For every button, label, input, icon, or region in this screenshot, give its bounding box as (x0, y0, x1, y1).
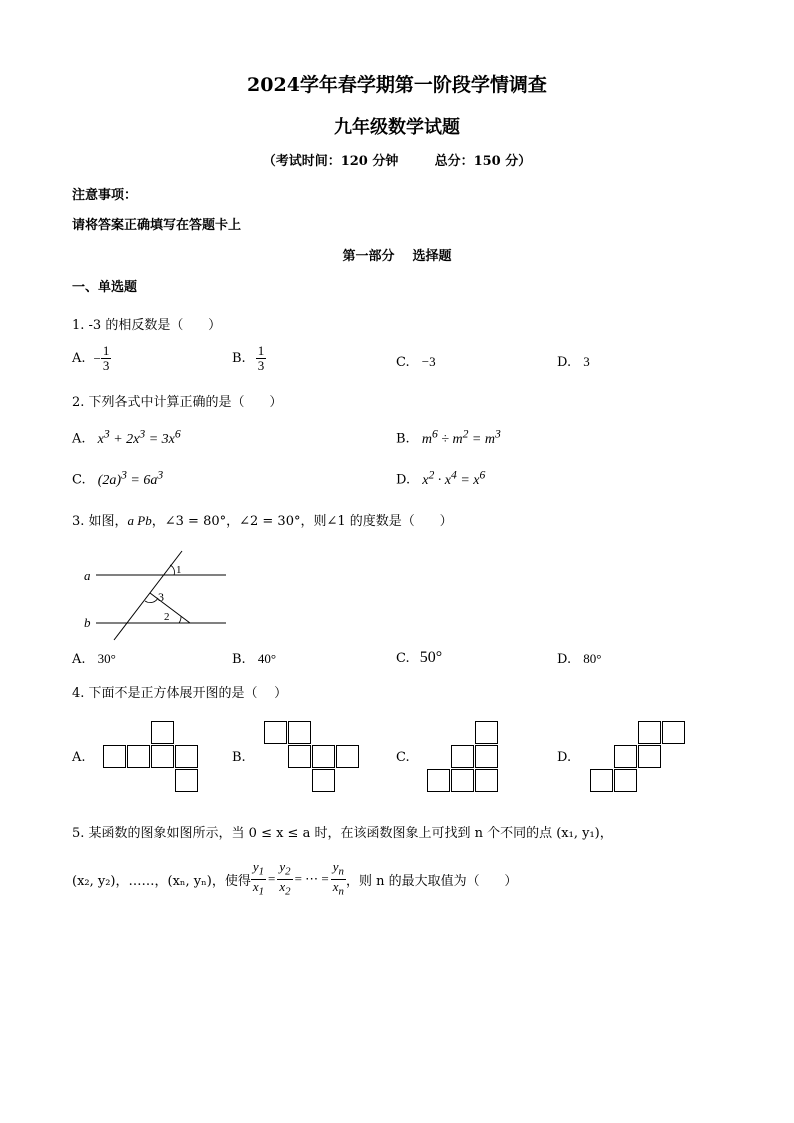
q2-stem: 2. 下列各式中计算正确的是（ ） (72, 395, 283, 410)
net-square (264, 721, 287, 744)
option-label: C. (396, 651, 410, 666)
segment-line (150, 593, 190, 623)
q5-text: ，则 n 的最大取值为（ ） (345, 873, 518, 889)
option-value: 30° (97, 651, 116, 666)
net-square (662, 721, 685, 744)
net-square (614, 745, 637, 768)
exam-info: （考试时间：120 分钟 总分：150 分） (262, 154, 532, 169)
net-square (336, 745, 359, 768)
net-square (288, 721, 311, 744)
net-square (103, 745, 126, 768)
parallel-notation: a Pb (127, 513, 152, 528)
q4-net-a (103, 721, 203, 796)
fraction (101, 344, 112, 374)
fraction (256, 344, 267, 374)
q5-text: (x₂, y₂)，……，(xₙ, yₙ)，使得 (72, 873, 251, 889)
q3-option-a (72, 651, 116, 667)
part-label: 第一部分 选择题 (342, 249, 452, 264)
option-label: A. (72, 351, 86, 367)
net-square (451, 745, 474, 768)
formula: $x^2 \cdot x^4 = x^6$ (422, 468, 486, 488)
q3-figure (78, 545, 238, 645)
q2-option-d (396, 468, 485, 489)
fraction: $\frac{y_1}{x_1}$ (252, 859, 265, 898)
q4-net-b (264, 721, 364, 796)
angle2-label: 2 (164, 611, 170, 623)
net-square (151, 721, 174, 744)
option-label: B. (232, 351, 246, 367)
net-square (151, 745, 174, 768)
page-subtitle: 九年级数学试题 (334, 117, 460, 138)
q3-option-b (232, 651, 276, 667)
fraction: $\frac{y_n}{x_n}$ (332, 859, 344, 898)
option-label: A. (72, 431, 86, 447)
q5-line1: 5. 某函数的图象如图所示，当 0 ≤ x ≤ a 时，在该函数图象上可找到 n 个不同的点 (x₁, y₁)， (72, 826, 613, 841)
q1-option-d (557, 354, 590, 370)
q2-option-c (72, 468, 163, 489)
q4-net-c (427, 721, 527, 796)
option-value: 40° (257, 651, 277, 666)
denominator: 3 (102, 358, 110, 374)
net-square (475, 721, 498, 744)
option-label: D. (396, 472, 411, 488)
option-label: C. (72, 472, 86, 488)
option-value: −3 (421, 354, 436, 369)
section-label: 一、单选题 (72, 280, 138, 295)
option-label: C. (396, 355, 410, 370)
q4-option-c-label: C. (396, 750, 410, 765)
net-square (638, 745, 661, 768)
formula: $x^3 + 2x^3 = 3x^6$ (97, 427, 181, 447)
notes-text: 请将答案正确填写在答题卡上 (72, 218, 242, 233)
numerator: 1 (102, 343, 110, 358)
stem-text: 3. 如图， (72, 514, 128, 529)
net-square (127, 745, 150, 768)
angle3-arc (145, 598, 158, 603)
net-square (451, 769, 474, 792)
angle1-label: 1 (176, 564, 182, 576)
net-square (288, 745, 311, 768)
q1-option-c (396, 354, 436, 370)
q1-stem: 1. -3 的相反数是（ ） (72, 318, 222, 333)
stem-text: ，∠3 = 80°，∠2 = 30°，则∠1 的度数是（ ） (151, 514, 453, 529)
option-label: A. (72, 652, 86, 667)
q1-option-a (72, 344, 111, 374)
q4-stem: 4. 下面不是正方体展开图的是（ ） (72, 686, 288, 701)
option-value: 50° (419, 649, 443, 666)
notes-heading: 注意事项： (72, 188, 138, 203)
net-square (175, 769, 198, 792)
formula: $(2a)^3 = 6a^3$ (97, 468, 164, 488)
option-label: B. (396, 431, 410, 447)
q4-option-b-label: B. (232, 750, 246, 765)
net-square (590, 769, 613, 792)
q3-option-c (396, 649, 442, 667)
angle3-label: 3 (158, 590, 164, 604)
net-square (427, 769, 450, 792)
minus-sign: − (93, 350, 101, 366)
numerator: 1 (257, 343, 265, 358)
transversal-line (114, 551, 182, 640)
option-label: D. (557, 355, 572, 370)
q3-stem (72, 510, 453, 529)
option-value: 80° (583, 651, 602, 666)
net-square (312, 745, 335, 768)
net-square (312, 769, 335, 792)
q1-option-b (232, 344, 266, 374)
net-square (475, 745, 498, 768)
page-title: 2024学年春学期第一阶段学情调查 (247, 74, 547, 96)
q3-option-d (557, 651, 601, 667)
line-b-label: b (84, 615, 91, 630)
net-square (175, 745, 198, 768)
option-label: B. (232, 652, 246, 667)
net-square (475, 769, 498, 792)
q2-option-b (396, 427, 501, 448)
formula: $m^6 \div m^2 = m^3$ (421, 427, 501, 447)
angle2-arc (179, 616, 181, 623)
net-square (638, 721, 661, 744)
line-a-label: a (84, 568, 91, 583)
option-label: D. (557, 652, 572, 667)
q5-line2: (x₂, y₂)，……，(xₙ, yₙ)，使得 $\frac{y_1}{x_1}$ = $\frac{y_2}{x_2}$ = ⋯ = $\frac{y_n}{x_n}$ ，则 n 的最大取值为（ ） (72, 859, 518, 898)
q4-option-d-label: D. (557, 750, 572, 765)
q4-net-d (590, 721, 690, 796)
q4-option-a-label: A. (72, 750, 86, 765)
option-value: 3 (583, 354, 590, 369)
q2-option-a (72, 427, 181, 448)
net-square (614, 769, 637, 792)
fraction: $\frac{y_2}{x_2}$ (279, 859, 291, 898)
denominator: 3 (257, 358, 265, 374)
